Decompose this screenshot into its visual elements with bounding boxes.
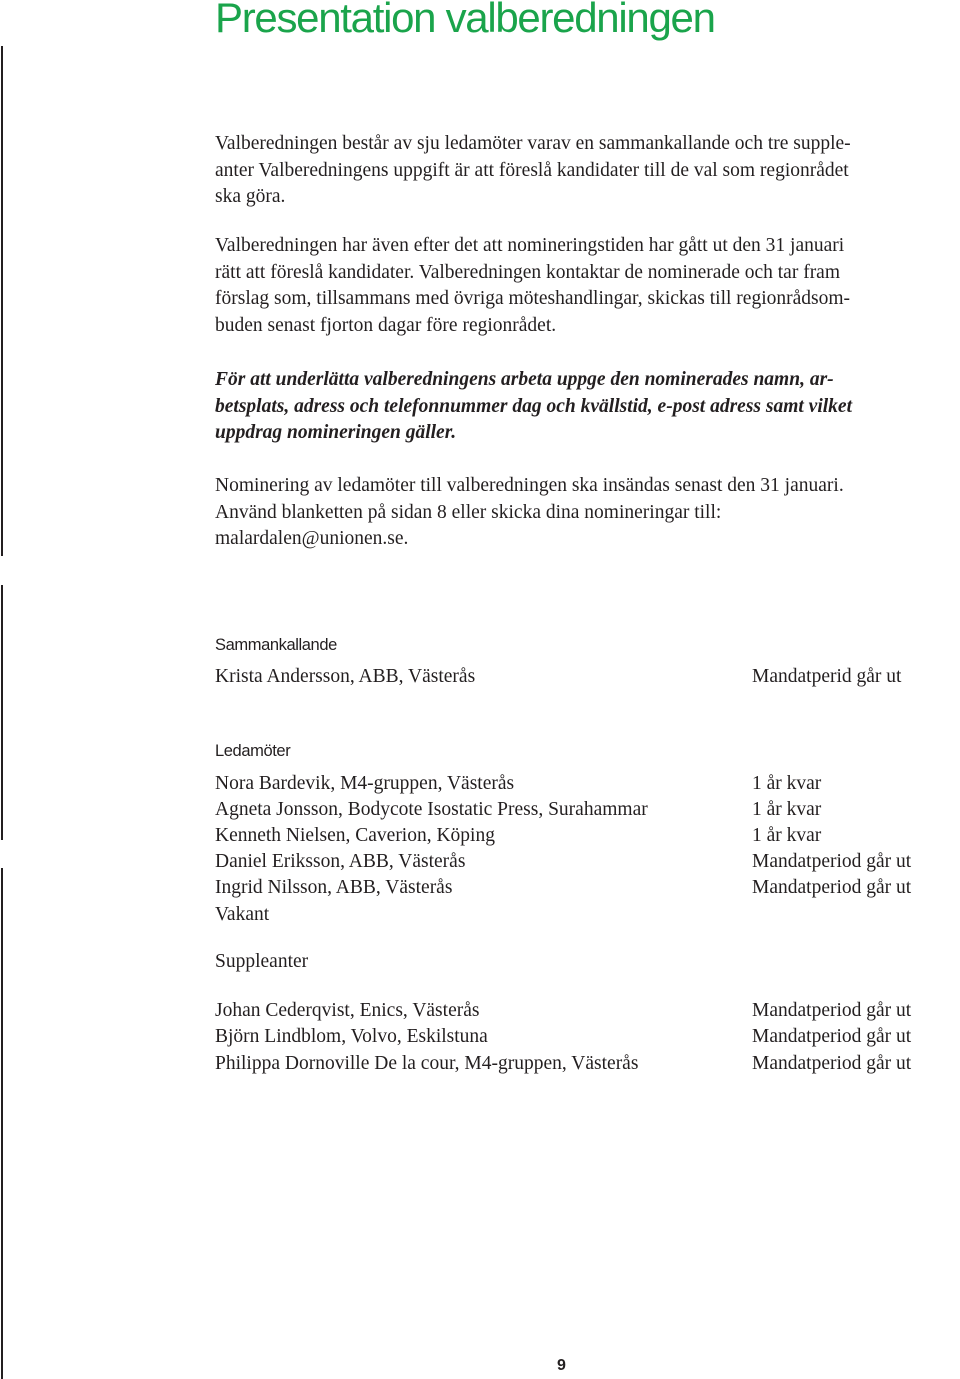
text-line: uppdrag nomineringen gäller. (215, 422, 457, 443)
text-line: Valberedningen består av sju ledamöter varav en sammankallande och tre supple- (215, 133, 851, 154)
sammankallande-heading: Sammankallande (215, 636, 337, 654)
member-name: Krista Andersson, ABB, Västerås (215, 666, 476, 687)
member-name: Björn Lindblom, Volvo, Eskilstuna (215, 1026, 488, 1047)
member-name: Agneta Jonsson, Bodycote Isostatic Press, Surahammar (215, 799, 648, 820)
suppleanter-heading: Suppleanter (215, 951, 309, 972)
text-line: förslag som, tillsammans med övriga möteshandlingar, skickas till regionrådsom- (215, 288, 851, 309)
page-number: 9 (557, 1357, 566, 1374)
text-line: För att underlätta valberedningens arbeta uppge den nominerades namn, ar- (215, 369, 834, 390)
member-status: Mandatperid går ut (752, 666, 902, 687)
text-line: buden senast fjorton dagar före regionrådet. (215, 314, 557, 336)
page-title: Presentation valberedningen (215, 0, 715, 41)
member-name: Vakant (215, 904, 270, 925)
text-line: Nominering av ledamöter till valberedningen ska insändas senast den 31 januari. (215, 475, 844, 496)
text-line: Valberedningen har även efter det att nomineringstiden har gått ut den 31 januari (215, 235, 845, 256)
margin-bar (1, 585, 3, 840)
text-line: anter Valberedningens uppgift är att föreslå kandidater till de val som regionrådet (215, 159, 849, 181)
member-status: Mandatperiod går ut (752, 1053, 912, 1074)
margin-bar (1, 46, 3, 556)
member-status: Mandatperiod går ut (752, 1000, 912, 1021)
member-name: Ingrid Nilsson, ABB, Västerås (215, 877, 453, 898)
ledamoter-heading: Ledamöter (215, 742, 291, 760)
text-line: rätt att föreslå kandidater. Valberedningen kontaktar de nominerade och tar fram (215, 261, 841, 283)
intro-paragraph-2 (215, 233, 850, 339)
member-status: Mandatperiod går ut (752, 1026, 912, 1047)
intro-paragraph-3 (215, 367, 852, 447)
member-status: Mandatperiod går ut (752, 851, 912, 872)
member-name: Philippa Dornoville De la cour, M4-gruppen, Västerås (215, 1053, 639, 1074)
member-name: Nora Bardevik, M4-gruppen, Västerås (215, 773, 515, 794)
member-name: Johan Cederqvist, Enics, Västerås (215, 1000, 480, 1021)
text-line: ska göra. (215, 186, 286, 207)
margin-bar (1, 868, 3, 1379)
text-line: Använd blanketten på sidan 8 eller skicka dina nomineringar till: (215, 501, 722, 523)
member-status: Mandatperiod går ut (752, 877, 912, 898)
member-name: Daniel Eriksson, ABB, Västerås (215, 851, 466, 872)
intro-paragraph-4 (215, 473, 844, 553)
member-status: 1 år kvar (752, 799, 822, 820)
member-status: 1 år kvar (752, 773, 822, 794)
intro-paragraph-1 (215, 131, 851, 211)
text-line: betsplats, adress och telefonnummer dag och kvällstid, e-post adress samt vilket (215, 395, 852, 417)
member-status: 1 år kvar (752, 825, 822, 846)
member-name: Kenneth Nielsen, Caverion, Köping (215, 825, 495, 846)
email-address[interactable]: malardalen@unionen.se. (215, 528, 409, 549)
